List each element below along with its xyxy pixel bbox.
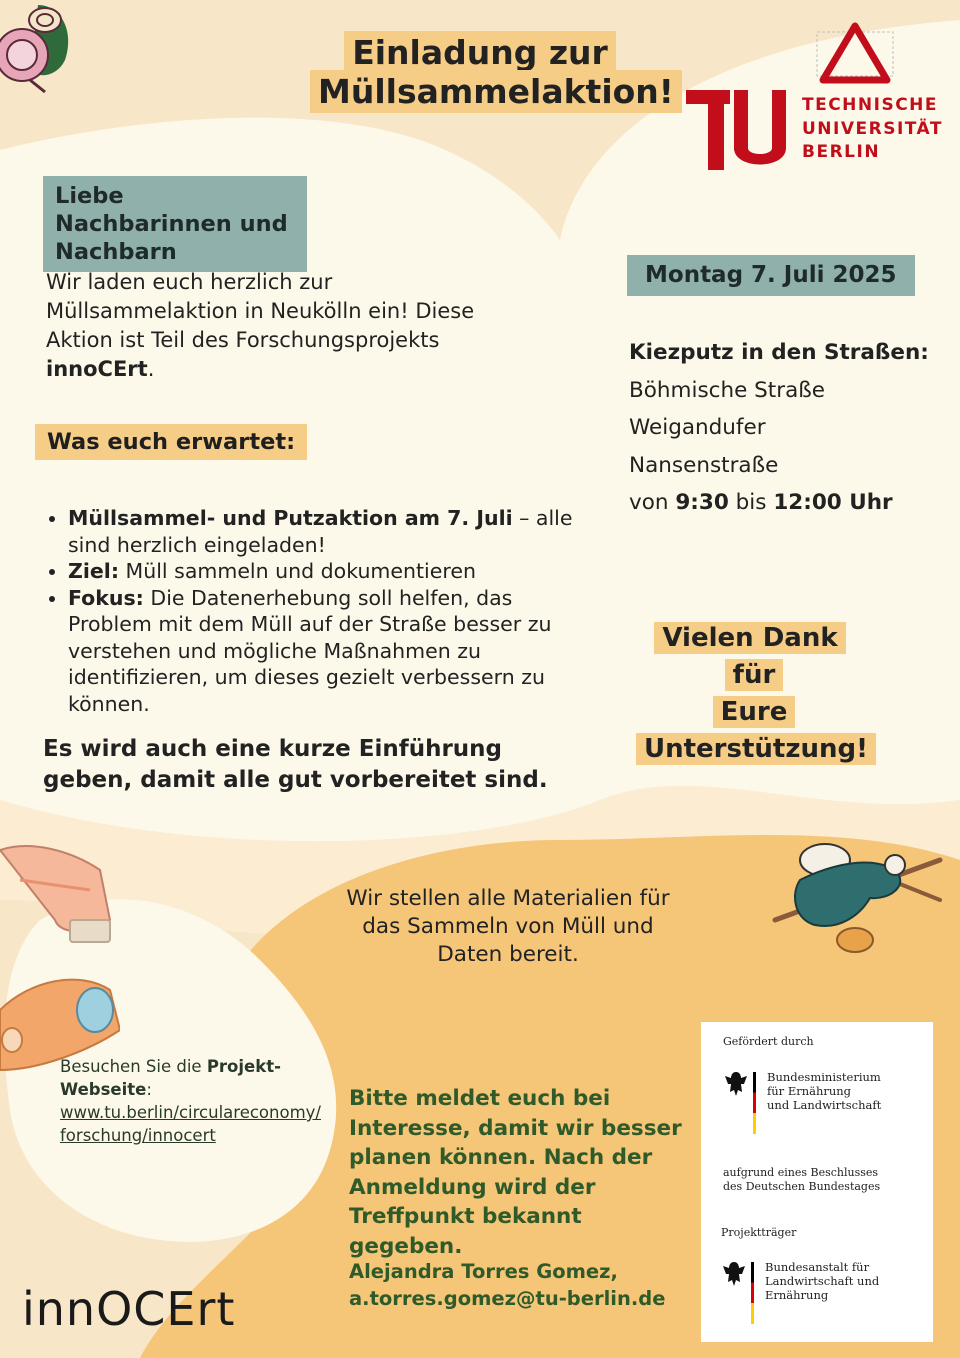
location-heading: Kiezputz in den Straßen: [629, 340, 929, 365]
tu-logo-icon [686, 90, 794, 170]
carrier-heading: Projektträger [721, 1226, 797, 1239]
visit-block: Besuchen Sie die Projekt-Webseite: www.tu.berlin/circulareconomy/ forschung/innocert [60, 1057, 321, 1145]
list-item: • Fokus: Die Datenerhebung soll helfen, das Problem mit dem Müll auf der Straße besser zu verstehen und mögliche Maßnahmen zu identifizieren, um dieses gezielt verbessern zu können. [68, 585, 598, 718]
street: Böhmische Straße [629, 377, 826, 403]
contact-name: Alejandra Torres Gomez, [349, 1260, 618, 1283]
list-item: • Ziel: Müll sammeln und dokumentieren [68, 558, 598, 585]
page-title: Einladung zur Müllsammelaktion! [310, 34, 650, 112]
trash-branch-illustration [770, 840, 950, 960]
onion-illustration [0, 0, 80, 100]
project-name: innoCErt [46, 357, 148, 381]
funder-box [701, 1022, 933, 1342]
contact-email[interactable]: a.torres.gomez@tu-berlin.de [349, 1287, 666, 1310]
eagle-icon [721, 1260, 747, 1288]
list-item: • Müllsammel- und Putzaktion am 7. Juli – alle sind herzlich eingeladen! [68, 505, 598, 558]
funder-heading: Gefördert durch [723, 1035, 814, 1048]
ministry-logo: Bundesministerium für Ernährung und Landwirtschaft [723, 1070, 933, 1134]
eagle-icon [723, 1070, 749, 1098]
recycle-logo-icon [815, 22, 895, 88]
tu-logo-text: TECHNISCHE UNIVERSITÄT BERLIN [802, 95, 943, 162]
expect-heading: Was euch erwartet: [35, 424, 307, 460]
greeting-badge: Liebe Nachbarinnen und Nachbarn [43, 176, 307, 272]
location-block [629, 334, 949, 522]
time: von 9:30 bis 12:00 Uhr [629, 490, 893, 515]
street: Weigandufer [629, 415, 766, 440]
decision-text: aufgrund eines Beschlusses des Deutschen Bundestages [723, 1166, 881, 1193]
street: Nansenstraße [629, 452, 779, 478]
closing-text: Es wird auch eine kurze Einführung geben, damit alle gut vorbereitet sind. [43, 736, 548, 793]
intro-text: Wir laden euch herzlich zur Müllsammelaktion in Neukölln ein! Diese Aktion ist Teil des Forschungsprojekts innoCErt. [46, 270, 475, 381]
project-website-link[interactable]: www.tu.berlin/circulareconomy/ forschung/innocert [60, 1103, 321, 1145]
contact-block [349, 1258, 695, 1312]
carrier-logo: Bundesanstalt für Landwirtschaft und Ernährung [721, 1260, 931, 1324]
thanks-text: Vielen Dank für Eure Unterstützung! [636, 620, 872, 768]
date-badge: Montag 7. Juli 2025 [627, 255, 915, 296]
register-text: Bitte meldet euch bei Interesse, damit wir besser planen können. Nach der Anmeldung wird der Treffpunkt bekannt gegeben. [349, 1086, 682, 1259]
innocert-logo: innOCErt [22, 1282, 236, 1336]
expect-list [44, 505, 598, 717]
materials-text: Wir stellen alle Materialien für das Sammeln von Müll und Daten bereit. [346, 886, 670, 967]
